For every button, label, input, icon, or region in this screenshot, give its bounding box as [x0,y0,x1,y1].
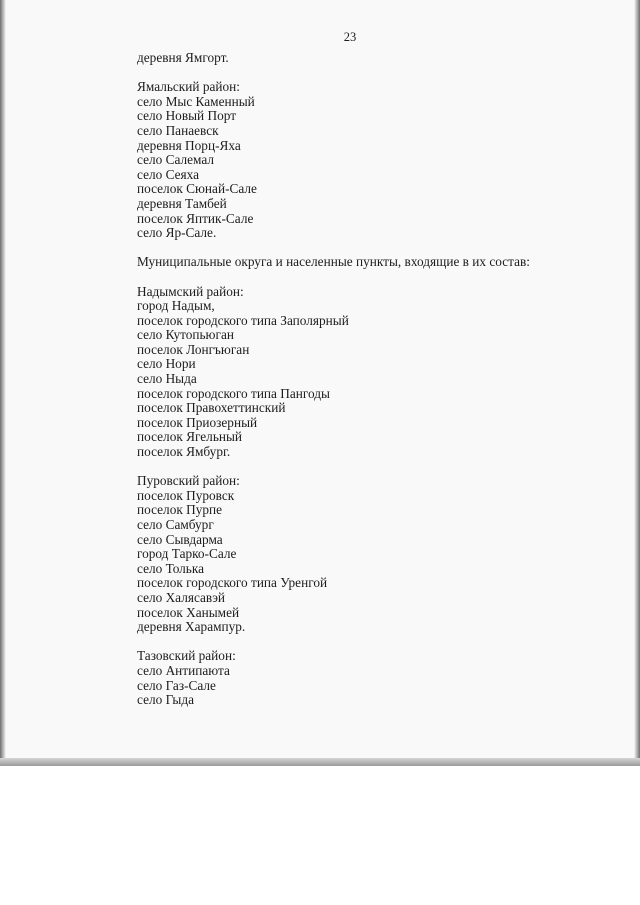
text-line: город Надым, [137,298,215,314]
text-line: поселок Лонгъюган [137,341,250,357]
text-line: поселок Ямбург. [137,444,231,460]
text-line: село Панаевск [137,122,219,138]
text-line: Муниципальные округа и населенные пункты, входящие в их состав: [137,254,531,270]
text-line: село Салемал [137,152,214,168]
blank-line [137,270,607,285]
text-line: поселок Ханымей [137,604,240,620]
text-line: село Халясавэй [137,589,226,605]
text-line: поселок Ягельный [137,429,243,445]
text-line: поселок городского типа Заполярный [137,312,349,328]
document-body [137,51,607,708]
text-line: деревня Порц-Яха [137,137,241,153]
text-line: поселок Правохеттинский [137,400,286,416]
text-line: Ямальский район: [137,79,240,95]
page-number: 23 [343,30,357,44]
blank-line [137,635,607,650]
text-line: город Тарко-Сале [137,546,237,562]
text-line: село Сеяха [137,166,199,182]
blank-line [137,460,607,475]
text-line: поселок Пуровск [137,487,235,503]
text-line: поселок городского типа Уренгой [137,575,328,591]
scan-shadow-right [634,0,640,766]
text-line: село Ныда [137,371,197,387]
text-line: село Мыс Каменный [137,93,255,109]
text-line: село Гыда [137,692,195,708]
text-line: село Нори [137,356,196,372]
text-line: поселок Приозерный [137,414,258,430]
text-line: деревня Харампур. [137,619,246,635]
text-line: деревня Тамбей [137,195,227,211]
text-line: село Сывдарма [137,531,223,547]
text-line: Пуровский район: [137,473,240,489]
text-line: Тазовский район: [137,648,236,664]
text-line: село Толька [137,560,205,576]
text-line: поселок Пурпе [137,502,223,518]
scan-shadow-bottom [0,758,640,766]
text-line: поселок городского типа Пангоды [137,385,330,401]
text-line: село Газ-Сале [137,677,216,693]
text-line: село Антипаюта [137,662,230,678]
blank-line [137,241,607,256]
text-line: Надымский район: [137,283,244,299]
text-line: село Яр-Сале. [137,225,217,241]
text-line: поселок Сюнай-Сале [137,181,257,197]
text-line: деревня Ямгорт. [137,50,229,65]
text-line: село Самбург [137,517,214,532]
text-line: поселок Яптик-Сале [137,210,254,226]
blank-line [137,66,607,81]
text-line: село Новый Порт [137,108,237,124]
scan-shadow-left [0,0,6,766]
text-line: село Кутопьюган [137,327,234,343]
